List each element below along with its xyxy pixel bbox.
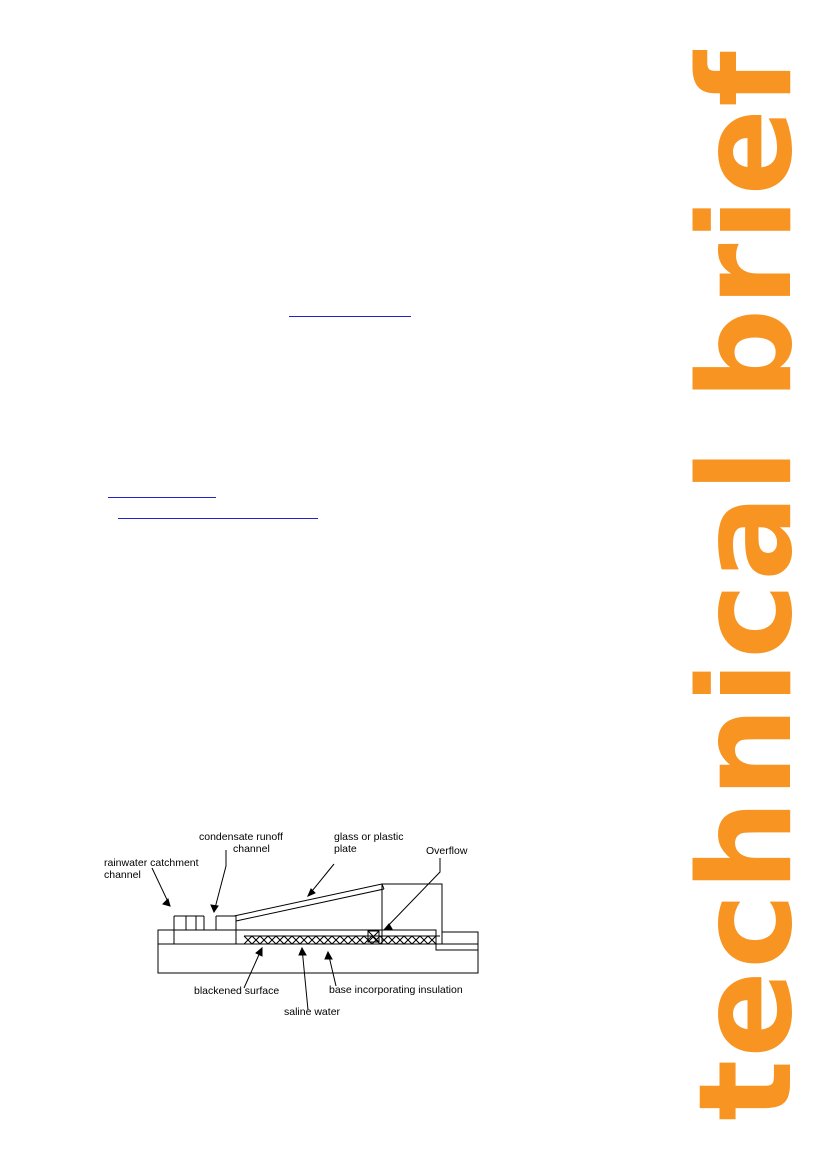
label-condensate-channel: channel (233, 843, 270, 855)
solar-still-diagram (96, 820, 516, 1050)
label-overflow: Overflow (426, 845, 468, 857)
label-base-insulation: base incorporating insulation (329, 984, 463, 996)
label-glass-or-plastic: glass or plastic (334, 831, 404, 843)
side-title-text: technical brief (672, 48, 821, 1121)
hyperlink-underline-2[interactable] (108, 497, 216, 498)
label-plate: plate (334, 843, 357, 855)
hyperlink-underline-1[interactable] (289, 316, 411, 317)
hyperlink-underline-3[interactable] (118, 518, 318, 519)
label-rainwater-channel: channel (104, 869, 141, 881)
label-blackened-surface: blackened surface (194, 985, 280, 997)
label-saline-water: saline water (284, 1006, 341, 1018)
side-title-banner (667, 0, 827, 1169)
label-rainwater-catchment: rainwater catchment (104, 857, 199, 869)
label-condensate-runoff: condensate runoff (199, 831, 283, 843)
